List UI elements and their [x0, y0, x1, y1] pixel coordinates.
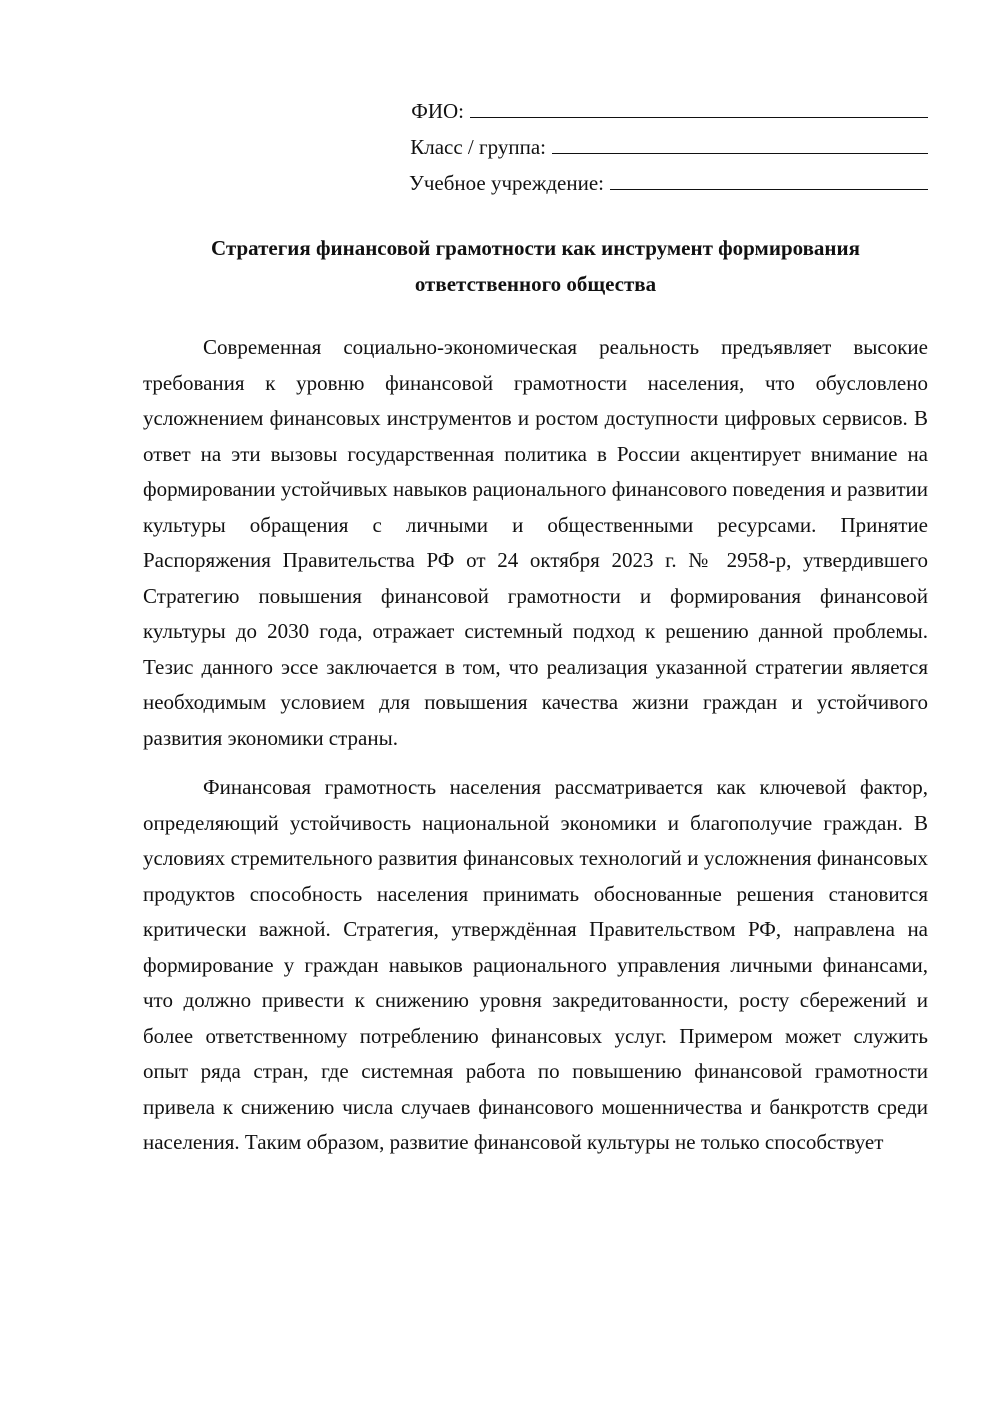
school-label: Учебное учреждение:: [408, 171, 604, 195]
class-label: Класс / группа:: [410, 135, 546, 159]
fio-blank-field: [470, 93, 928, 118]
class-blank-field: [552, 129, 928, 154]
essay-title: Стратегия финансовой грамотности как инструмент формирования ответственного общества: [210, 236, 860, 296]
essay-paragraph: Финансовая грамотность населения рассматривается как ключевой фактор, определяющий устойчивость национальной экономики и благополучие граждан. В условиях стремительного развития финансовых технологий и усложнения финансовых продуктов способность населения принимать обоснованные решения становится критически важной. Стратегия, утверждённая Правительством РФ, направлена на формирование у граждан навыков рационального управления личными финансами, что должно привести к снижению уровня закредитованности, росту сбережений и более ответственному потреблению финансовых услуг. Примером может служить опыт ряда стран, где системная работа по повышению финансовой грамотности привела к снижению числа случаев финансового мошенничества и банкротств среди населения. Таким образом, развитие финансовой культуры не только способствует: [143, 775, 928, 1154]
essay-body: [143, 330, 928, 1175]
student-info-block: [300, 93, 928, 201]
class-line: [300, 129, 928, 165]
school-line: [300, 165, 928, 201]
essay-paragraph: Современная социально-экономическая реальность предъявляет высокие требования к уровню финансовой грамотности населения, что обусловлено усложнением финансовых инструментов и ростом доступности цифровых сервисов. В ответ на эти вызовы государственная политика в России акцентирует внимание на формировании устойчивых навыков рационального финансового поведения и развитии культуры обращения с личными и общественными ресурсами. Принятие Распоряжения Правительства РФ от 24 октября 2023 г. № 2958-р, утвердившего Стратегию повышения финансовой грамотности и формирования финансовой культуры до 2030 года, отражает системный подход к решению данной проблемы. Тезис данного эссе заключается в том, что реализация указанной стратегии является необходимым условием для повышения качества жизни граждан и устойчивого развития экономики страны.: [143, 335, 928, 750]
fio-line: [300, 93, 928, 129]
fio-label: ФИО:: [411, 99, 464, 123]
school-blank-field: [610, 165, 928, 190]
